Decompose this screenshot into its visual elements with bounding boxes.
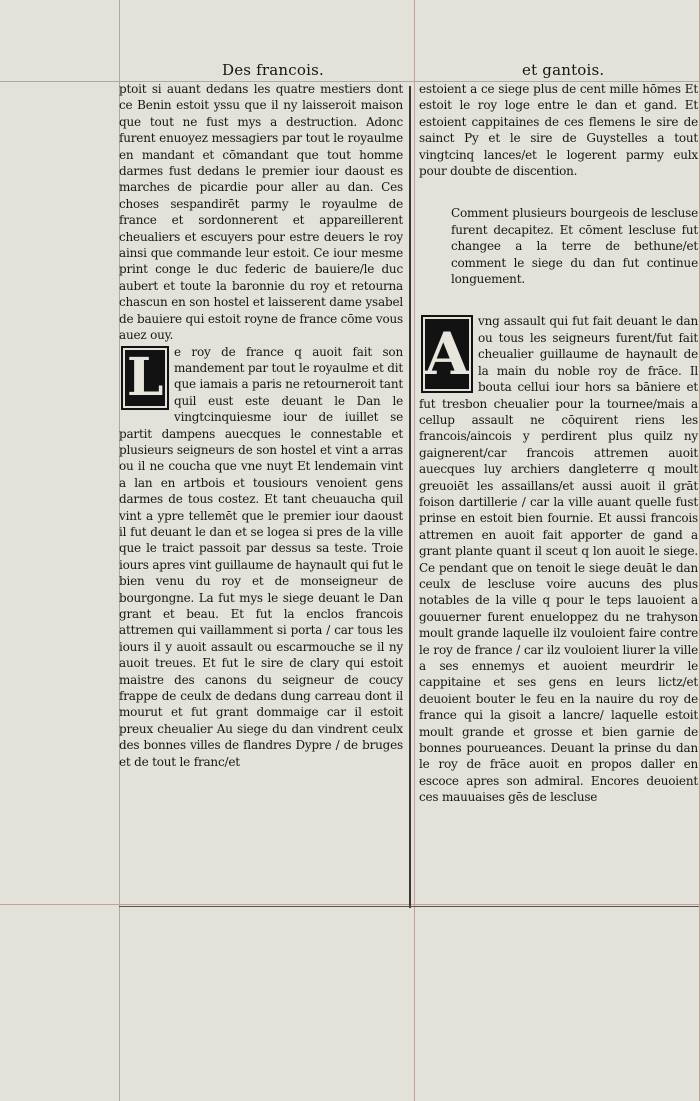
right-paragraph-2 [419, 313, 698, 805]
bottom-rule [119, 906, 699, 907]
running-head-right: et gantois. [522, 61, 605, 79]
right-column [419, 81, 698, 806]
column-divider [409, 86, 411, 908]
left-column [119, 81, 403, 770]
right-paragraph-1: estoient a ce siege plus de cent mille hōmes Et estoit le roy loge entre le dan et gand. Et estoient cappitaines de ces flemens le sire de sainct Py et le sire de Guystelles a tout vingtcinq lances/et le logerent parmy eulx pour doubte de discention. [419, 82, 698, 179]
decorated-initial-l: L [121, 346, 169, 410]
left-paragraph-2-text: e roy de france q auoit fait son mandement par tout le royaulme et dit que iamais a paris ne retourneroit tant quil eust este deuant le Dan le vingtcinquiesme iour de iuillet se partit dampens auecques le connestable et plusieurs seigneurs de son hostel et vint a arras ou il ne coucha que vne nuyt Et lendemain vint a lan en artbois et tousiours venoient gens darmes de tous costez. Et tant cheuaucha quil vint a ypre tellemēt que le premier iour daoust il fut deuant le dan et se logea si pres de la ville que le traict passoit par dessus sa teste. Troie iours apres vint guillaume de haynault qui fut le bien venu du roy et de monseigneur de bourgongne. La fut mys le siege deuant le Dan grant et beau. Et fut la enclos francois attremen qui vaillamment si porta / car tous les iours il y auoit assault ou escarmouche se il ny auoit treues. Et fut le sire de clary qui estoit maistre des canons du seigneur de coucy frappe de ceulx de dedans dung carreau dont il mourut et fut grant dommaige car il estoit preux cheualier Au siege du dan vindrent ceulx des bonnes villes de flandres Dypre / de bruges et de tout le franc/et [119, 344, 404, 769]
chapter-heading: Comment plusieurs bourgeois de lescluse furent decapitez. Et cōment lescluse fut changee a la terre de bethune/et comment le siege du dan fut continue longuement. [451, 206, 698, 287]
left-paragraph-2 [119, 344, 403, 771]
grid-line [414, 0, 415, 1101]
running-head-left: Des francois. [222, 61, 324, 79]
right-paragraph-2-text: vng assault qui fut fait deuant le dan ou tous les seigneurs furent/fut fait cheualier guillaume de haynault de la main du noble roy de frāce. Il bouta cellui iour hors sa bāniere et fut tresbon cheualier pour la tournee/mais a cellup assault ne cōquirent riens les francois/aincois y perdirent plus quilz ny gaignerent/car francois attremen auoit auecques luy archiers dangleterre q moult greuoiēt les assaillans/et aussi auoit il grāt foison dartillerie / car la ville auant quelle fust prinse en estoit bien fournie. Et aussi francois attremen en auoit fait apporter de gand a grant plante quant il sceut q lon auoit le siege. Ce pendant que on tenoit le siege deuāt le dan ceulx de lescluse voire aucuns des plus notables de la ville q pour le teps lauoient a gouuerner furent enueloppez du ne trahyson moult grande laquelle ilz vouloient faire contre le roy de france / car ilz vouloient liurer la ville a ses ennemys et auoient meurdrir le cappitaine et ses gens en leurs lictz/et deuoient bouter le feu en la nauire du roy de france qui la gisoit a lancre/ laquelle estoit moult grande et grosse et bien garnie de bonnes pourueances. Deuant la prinse du dan le roy de frāce auoit en propos daller en escoce apres son admiral. Encores deuoient ces mauuaises gēs de lescluse [419, 314, 698, 805]
decorated-initial-a: A [421, 315, 473, 393]
left-paragraph-1: ptoit si auant dedans les quatre mestiers dont ce Benin estoit yssu que il ny laisseroit maison que tout ne fust mys a destruction. Adonc furent enuoyez messagiers par tout le royaulme en mandant et cōmandant que tout homme darmes fust dedans le premier iour daoust es marches de picardie pour aller au dan. Ces choses sespandirēt parmy le royaulme de france et sordonnerent et appareillerent cheualiers et escuyers pour estre deuers le roy ainsi que commande leur estoit. Ce iour mesme print conge le duc federic de bauiere/le duc aubert et toute la baronnie du roy et retourna chascun en son hostel et laisserent dame ysabel de bauiere qui estoit royne de france cōme vous auez ouy. [119, 82, 404, 343]
grid-line [0, 904, 700, 905]
